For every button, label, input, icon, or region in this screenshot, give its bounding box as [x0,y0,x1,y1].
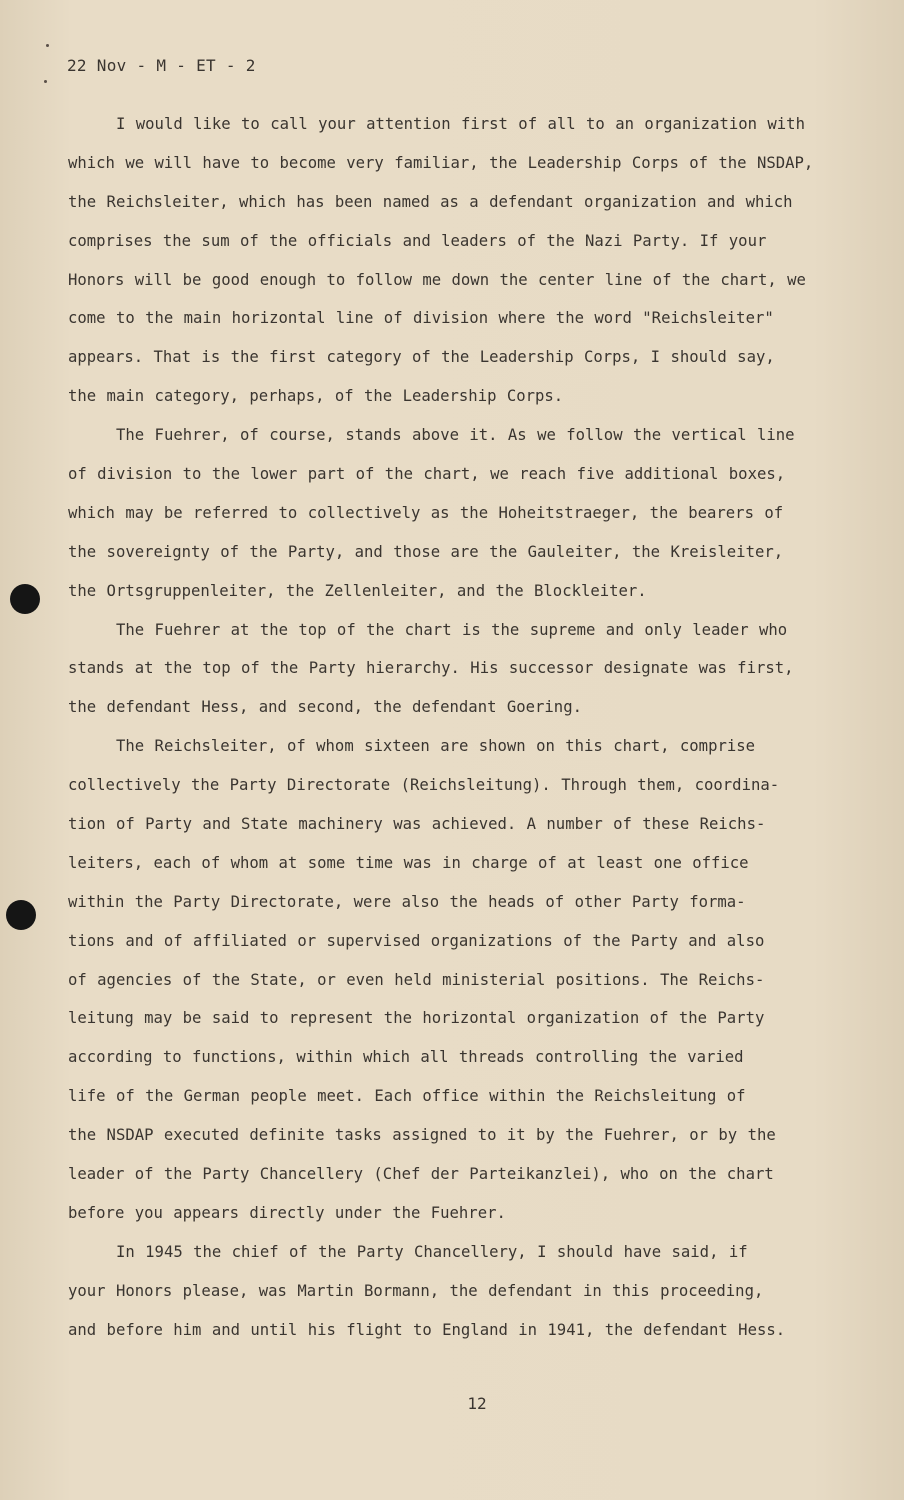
text-line: comprises the sum of the officials and leaders of the Nazi Party. If your [68,231,767,250]
text-line: the NSDAP executed definite tasks assigned to it by the Fuehrer, or by the [68,1126,776,1145]
text-line: the defendant Hess, and second, the defendant Goering. [68,698,582,717]
text-line: before you appears directly under the Fuehrer. [68,1203,506,1222]
text-line: stands at the top of the Party hierarchy. His successor designate was first, [68,659,794,678]
body-text [68,111,828,1356]
paper-speck [44,80,47,83]
page-number: 12 [467,1394,487,1413]
text-line: the sovereignty of the Party, and those are the Gauleiter, the Kreisleiter, [68,542,784,561]
text-line: come to the main horizontal line of division where the word "Reichsleiter" [68,309,774,328]
text-line: leitung may be said to represent the horizontal organization of the Party [68,1009,765,1028]
text-line: leader of the Party Chancellery (Chef der Parteikanzlei), who on the chart [68,1165,774,1184]
text-line: leiters, each of whom at some time was in charge of at least one office [68,853,749,872]
text-line: tions and of affiliated or supervised organizations of the Party and also [68,931,765,950]
punch-hole [10,584,40,614]
text-line: collectively the Party Directorate (Reichsleitung). Through them, coordina- [68,776,780,795]
text-line: tion of Party and State machinery was achieved. A number of these Reichs- [68,815,766,834]
text-line: appears. That is the first category of the Leadership Corps, I should say, [68,348,775,367]
paragraph-first-line: The Fuehrer, of course, stands above it. As we follow the vertical line [116,426,795,445]
text-line: Honors will be good enough to follow me down the center line of the chart, we [68,270,806,289]
text-line: life of the German people meet. Each office within the Reichsleitung of [68,1087,746,1106]
text-line: of agencies of the State, or even held ministerial positions. The Reichs- [68,970,765,989]
text-line: of division to the lower part of the chart, we reach five additional boxes, [68,465,786,484]
text-line: which may be referred to collectively as the Hoheitstraeger, the bearers of [68,503,784,522]
paragraph-first-line: In 1945 the chief of the Party Chancellery, I should have said, if [116,1242,748,1261]
text-line: and before him and until his flight to England in 1941, the defendant Hess. [68,1320,786,1339]
text-line: the Ortsgruppenleiter, the Zellenleiter, and the Blockleiter. [68,581,647,600]
text-line: the Reichsleiter, which has been named as a defendant organization and which [68,192,793,211]
text-line: according to functions, within which all threads controlling the varied [68,1048,744,1067]
text-line: your Honors please, was Martin Bormann, the defendant in this proceeding, [68,1281,764,1300]
text-line: which we will have to become very familiar, the Leadership Corps of the NSDAP, [68,153,814,172]
text-line: the main category, perhaps, of the Leadership Corps. [68,387,564,406]
paper-speck [46,44,49,47]
paragraph-first-line: The Reichsleiter, of whom sixteen are shown on this chart, comprise [116,737,756,756]
page-header: 22 Nov - M - ET - 2 [67,56,256,75]
punch-hole [6,900,36,930]
paragraph-first-line: I would like to call your attention first of all to an organization with [116,115,805,133]
text-line: within the Party Directorate, were also the heads of other Party forma- [68,892,746,911]
paragraph-first-line: The Fuehrer at the top of the chart is the supreme and only leader who [116,620,788,639]
